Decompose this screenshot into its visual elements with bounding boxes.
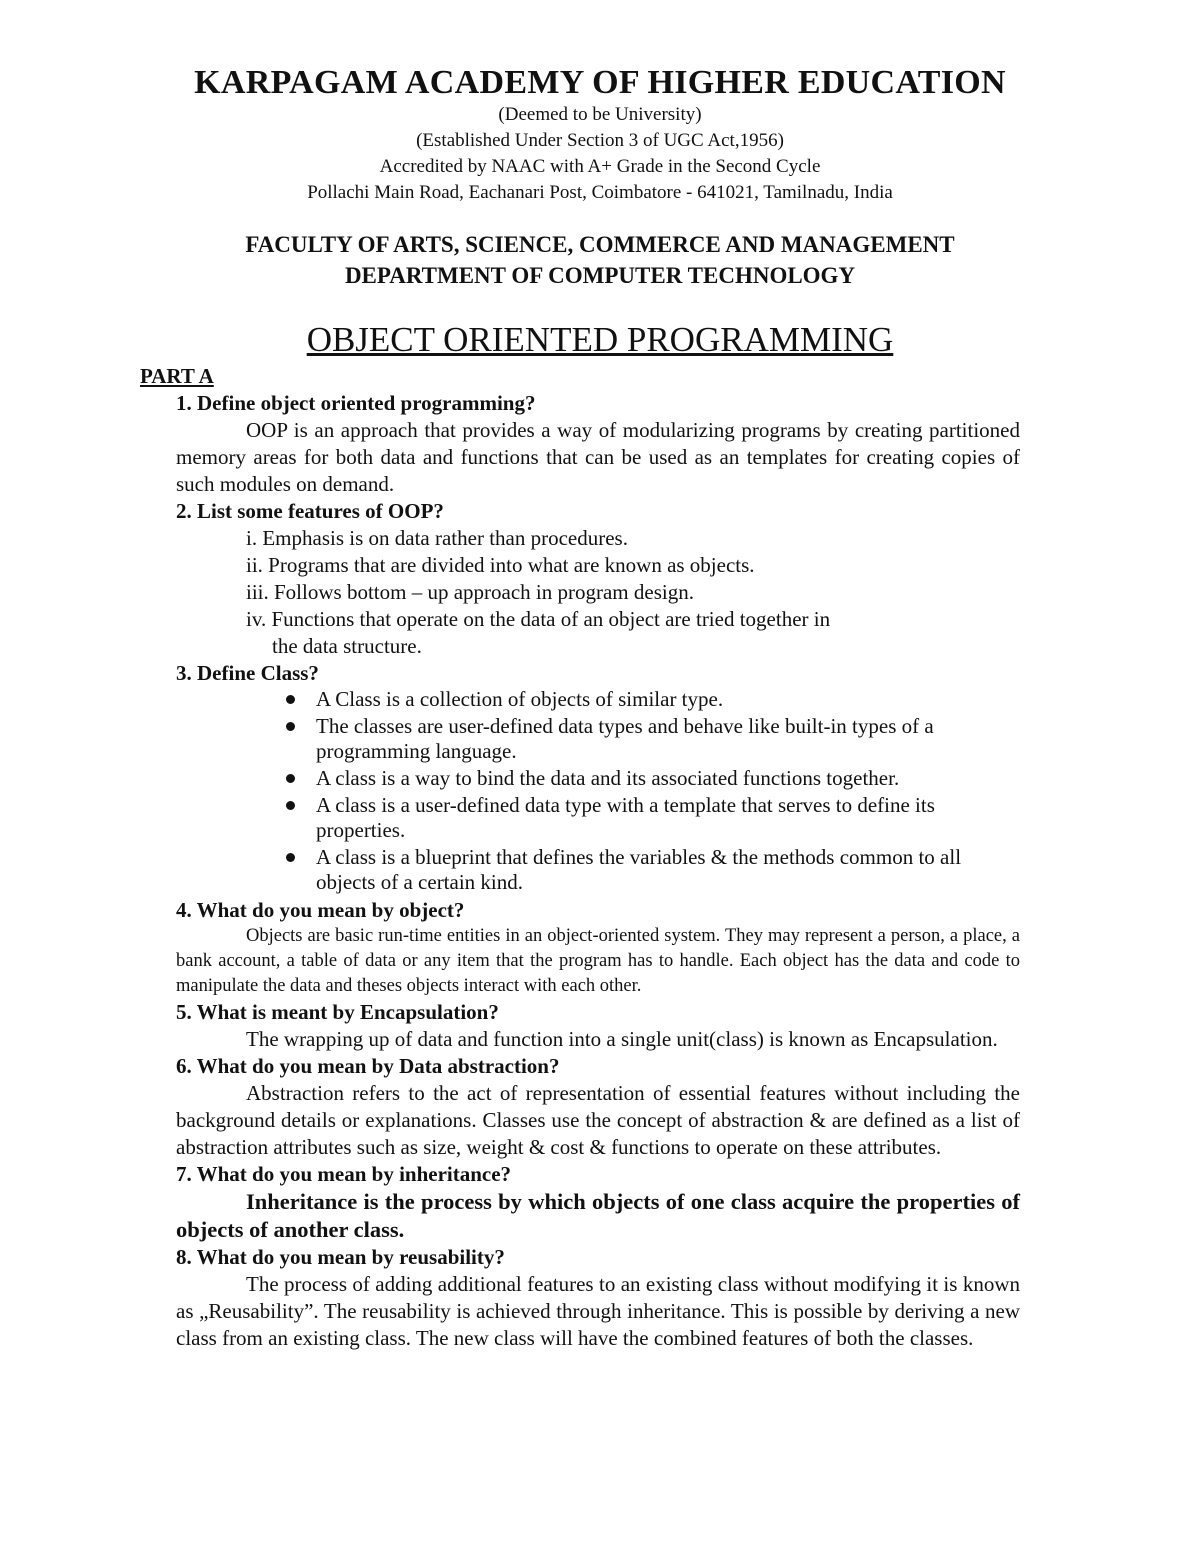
class-definition-list [280, 687, 1020, 895]
bullet-icon [286, 774, 295, 783]
answer-1: OOP is an approach that provides a way of modularizing programs by creating partitioned memory areas for both data and functions that can be used as an templates for creating copies of such modules on demand. [176, 418, 1020, 496]
answer-6: Abstraction refers to the act of representation of essential features without including the background details or explanations. Classes use the concept of abstraction & are defined as a list of abstraction attributes such as size, weight & cost & functions to operate on these attributes. [176, 1081, 1020, 1159]
answer-5: The wrapping up of data and function into a single unit(class) is known as Encapsulation. [246, 1027, 998, 1051]
subject-title: OBJECT ORIENTED PROGRAMMING [306, 320, 894, 359]
institution-name: KARPAGAM ACADEMY OF HIGHER EDUCATION [194, 64, 1006, 101]
question-2: 2. List some features of OOP? [176, 499, 444, 523]
address-line: Pollachi Main Road, Eachanari Post, Coimbatore - 641021, Tamilnadu, India [307, 182, 893, 203]
question-bank-body [140, 362, 1020, 1352]
question-5: 5. What is meant by Encapsulation? [176, 1000, 499, 1024]
question-3: 3. Define Class? [176, 661, 319, 685]
feature-item-2: ii. Programs that are divided into what are known as objects. [246, 553, 755, 577]
list-item: A class is a blueprint that defines the variables & the methods common to all objects of a certain kind. [280, 845, 1020, 895]
feature-item-1: i. Emphasis is on data rather than procedures. [246, 526, 628, 550]
feature-item-4-text: iv. Functions that operate on the data of an object are tried together in [246, 607, 831, 631]
bullet-icon [286, 695, 295, 704]
feature-item-4-continuation: the data structure. [272, 634, 422, 658]
answer-4: Objects are basic run-time entities in an object-oriented system. They may represent a person, a place, a bank account, a table of data or any item that the program has to handle. Each object has the data and code to manipulate the data and theses objects interact with each other. [176, 926, 1020, 996]
answer-7: Inheritance is the process by which objects of one class acquire the properties of objects of another class. [176, 1189, 1020, 1242]
question-1: 1. Define object oriented programming? [176, 391, 536, 415]
list-item: The classes are user-defined data types and behave like built-in types of a programming language. [280, 714, 1020, 764]
bullet-icon [286, 801, 295, 810]
bullet-icon [286, 853, 295, 862]
question-6: 6. What do you mean by Data abstraction? [176, 1054, 560, 1078]
list-item: A class is a way to bind the data and its associated functions together. [280, 766, 1020, 791]
feature-item-3: iii. Follows bottom – up approach in program design. [246, 580, 694, 604]
bullet-icon [286, 722, 295, 731]
list-item: A class is a user-defined data type with a template that serves to define its properties. [280, 793, 1020, 843]
feature-item-4 [246, 606, 1020, 660]
established-line: (Established Under Section 3 of UGC Act,1956) [416, 130, 784, 151]
question-8: 8. What do you mean by reusability? [176, 1245, 505, 1269]
question-4: 4. What do you mean by object? [176, 898, 465, 922]
question-7: 7. What do you mean by inheritance? [176, 1162, 512, 1186]
answer-8: The process of adding additional features to an existing class without modifying it is known as „Reusability”. The reusability is achieved through inheritance. This is possible by deriving a new class from an existing class. The new class will have the combined features of both the classes. [176, 1272, 1020, 1350]
deemed-university-line: (Deemed to be University) [498, 104, 702, 125]
accreditation-line: Accredited by NAAC with A+ Grade in the Second Cycle [379, 156, 821, 177]
department-heading: DEPARTMENT OF COMPUTER TECHNOLOGY [344, 263, 856, 288]
part-heading: PART A [140, 364, 214, 388]
list-item: A Class is a collection of objects of similar type. [280, 687, 1020, 712]
faculty-heading: FACULTY OF ARTS, SCIENCE, COMMERCE AND MANAGEMENT [245, 232, 955, 257]
